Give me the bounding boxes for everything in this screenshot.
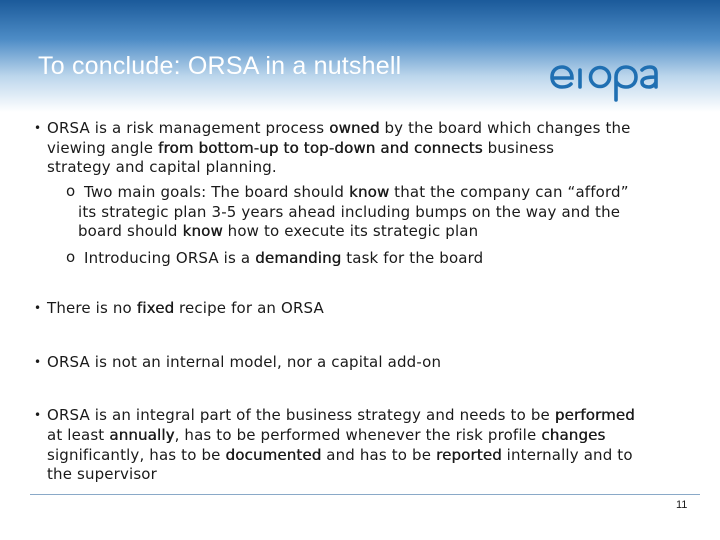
sub-bullet-text-line: board should know how to execute its strategic plan — [78, 222, 479, 240]
bullet-marker: • — [34, 301, 42, 315]
bullet-marker: • — [34, 408, 42, 422]
sub-bullet-marker: o — [66, 182, 76, 200]
bullet-text-line: ORSA is an integral part of the business strategy and needs to be performed — [47, 406, 635, 424]
emphasis-text: reported — [436, 446, 502, 464]
emphasis-text: owned — [329, 119, 380, 137]
emphasis-text: know — [349, 183, 390, 201]
emphasis-text: performed — [554, 406, 635, 424]
emphasis-text: changes — [541, 426, 606, 444]
bullet-text-line: the supervisor — [47, 465, 157, 483]
bullet-text-line: ORSA is not an internal model, nor a capital add-on — [47, 353, 442, 371]
logo-text: eiopa — [548, 60, 551, 61]
sub-bullet-text-line: Two main goals: The board should know that the company can “afford” — [84, 183, 629, 201]
page-number: 11 — [676, 499, 688, 511]
bullet-text-line: viewing angle from bottom-up to top-down and connects business — [47, 139, 555, 157]
footer-divider — [30, 494, 700, 495]
bullet-text-line: strategy and capital planning. — [47, 158, 277, 176]
emphasis-text: know — [182, 222, 223, 240]
emphasis-text: annually — [109, 426, 175, 444]
emphasis-text: fixed — [136, 299, 175, 317]
bullet-marker: • — [34, 121, 42, 135]
sub-bullet-text-line: Introducing ORSA is a demanding task for the board — [84, 249, 484, 267]
emphasis-text: from bottom-up to top-down and connects — [158, 139, 483, 157]
emphasis-text: demanding — [255, 249, 342, 267]
sub-bullet-marker: o — [66, 248, 76, 266]
page-title: To conclude: ORSA in a nutshell — [38, 52, 402, 80]
bullet-marker: • — [34, 355, 42, 369]
bullet-text-line: significantly, has to be documented and has to be reported internally and to — [47, 446, 633, 464]
emphasis-text: documented — [225, 446, 322, 464]
sub-bullet-text-line: its strategic plan 3-5 years ahead including bumps on the way and the — [78, 203, 621, 221]
bullet-text-line: ORSA is a risk management process owned by the board which changes the — [47, 119, 631, 137]
bullet-text-line: There is no fixed recipe for an ORSA — [47, 299, 324, 317]
bullet-text-line: at least annually, has to be performed whenever the risk profile changes — [47, 426, 606, 444]
